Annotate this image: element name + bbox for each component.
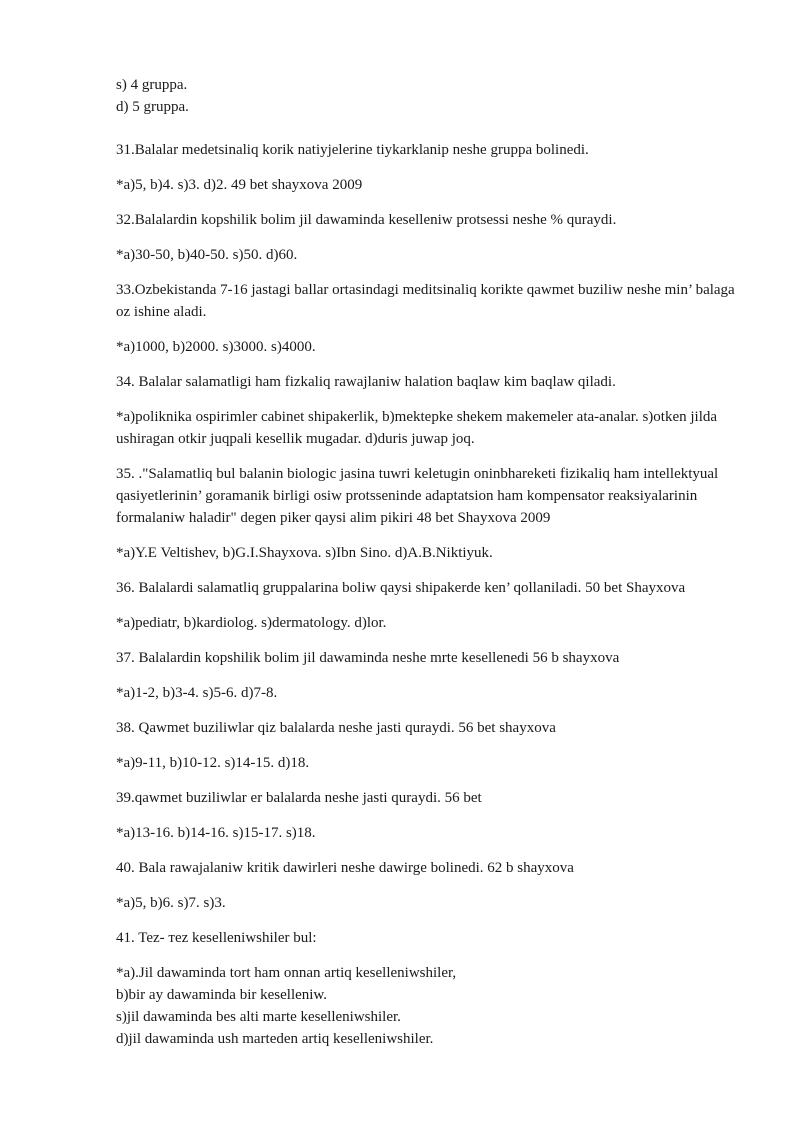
answers-40: *a)5, b)6. s)7. s)3. — [116, 895, 226, 911]
question-33: 33.Ozbekistanda 7-16 jastagi ballar ortasindagi meditsinaliq korikte qawmet buziliw neshe min’ balaga oz ishine aladi. — [116, 282, 735, 320]
answers-37: *a)1-2, b)3-4. s)5-6. d)7-8. — [116, 685, 278, 701]
answers-38: *a)9-11, b)10-12. s)14-15. d)18. — [116, 755, 310, 771]
option-line: d) 5 gruppa. — [116, 99, 189, 115]
question-36: 36. Balalardi salamatliq gruppalarina boliw qaysi shipakerde ken’ qollaniladi. 50 bet Shayxova — [116, 580, 686, 596]
answers-41 — [116, 962, 752, 1050]
answers-34: *a)poliknika ospirimler cabinet shipakerlik, b)mektepke shekem makemeler ata-analar. s)otken jilda ushiragan otkir juqpali kesellik mugadar. d)duris juwap joq. — [116, 409, 718, 447]
question-38: 38. Qawmet buziliwlar qiz balalarda neshe jasti quraydi. 56 bet shayxova — [116, 720, 556, 736]
answer-option: s)jil dawaminda bes alti marte keselleniwshiler. — [116, 1009, 401, 1025]
question-40: 40. Bala rawajalaniw kritik dawirleri neshe dawirge bolinedi. 62 b shayxova — [116, 860, 574, 876]
answers-31: *a)5, b)4. s)3. d)2. 49 bet shayxova 2009 — [116, 177, 363, 193]
leading-options — [116, 74, 752, 118]
question-32: 32.Balalardin kopshilik bolim jil dawaminda keselleniw protsessi neshe % quraydi. — [116, 212, 617, 228]
answers-36: *a)pediatr, b)kardiolog. s)dermatology. d)lor. — [116, 615, 387, 631]
answers-39: *a)13-16. b)14-16. s)15-17. s)18. — [116, 825, 316, 841]
option-line: s) 4 gruppa. — [116, 77, 188, 93]
answer-option: b)bir ay dawaminda bir keselleniw. — [116, 987, 328, 1003]
question-41: 41. Tez- тez keselleniwshiler bul: — [116, 930, 317, 946]
answer-option: *a).Jil dawaminda tort ham onnan artiq keselleniwshiler, — [116, 965, 457, 981]
answer-option: d)jil dawaminda ush marteden artiq keselleniwshiler. — [116, 1031, 434, 1047]
question-31: 31.Balalar medetsinaliq korik natiyjelerine tiykarklanip neshe gruppa bolinedi. — [116, 142, 589, 158]
answers-32: *a)30-50, b)40-50. s)50. d)60. — [116, 247, 298, 263]
question-37: 37. Balalardin kopshilik bolim jil dawaminda neshe mrte kesellenedi 56 b shayxova — [116, 650, 620, 666]
question-39: 39.qawmet buziliwlar er balalarda neshe jasti quraydi. 56 bet — [116, 790, 482, 806]
question-34: 34. Balalar salamatligi ham fizkaliq rawajlaniw halation baqlaw kim baqlaw qiladi. — [116, 374, 616, 390]
question-35: 35. ."Salamatliq bul balanin biologic jasina tuwri keletugin oninbhareketi fizikaliq ham intellektyual qasiyetlerinin’ goramanik birligi osiw protsseninde adaptatsion ham kompensator reaksiyalarinin formalaniw haladir" degen piker qaysi alim pikiri 48 bet Shayxova 2009 — [116, 466, 719, 526]
answers-35: *a)Y.E Veltishev, b)G.I.Shayxova. s)Ibn Sino. d)A.B.Niktiyuk. — [116, 545, 493, 561]
answers-33: *a)1000, b)2000. s)3000. s)4000. — [116, 339, 316, 355]
document-body — [116, 74, 752, 1050]
